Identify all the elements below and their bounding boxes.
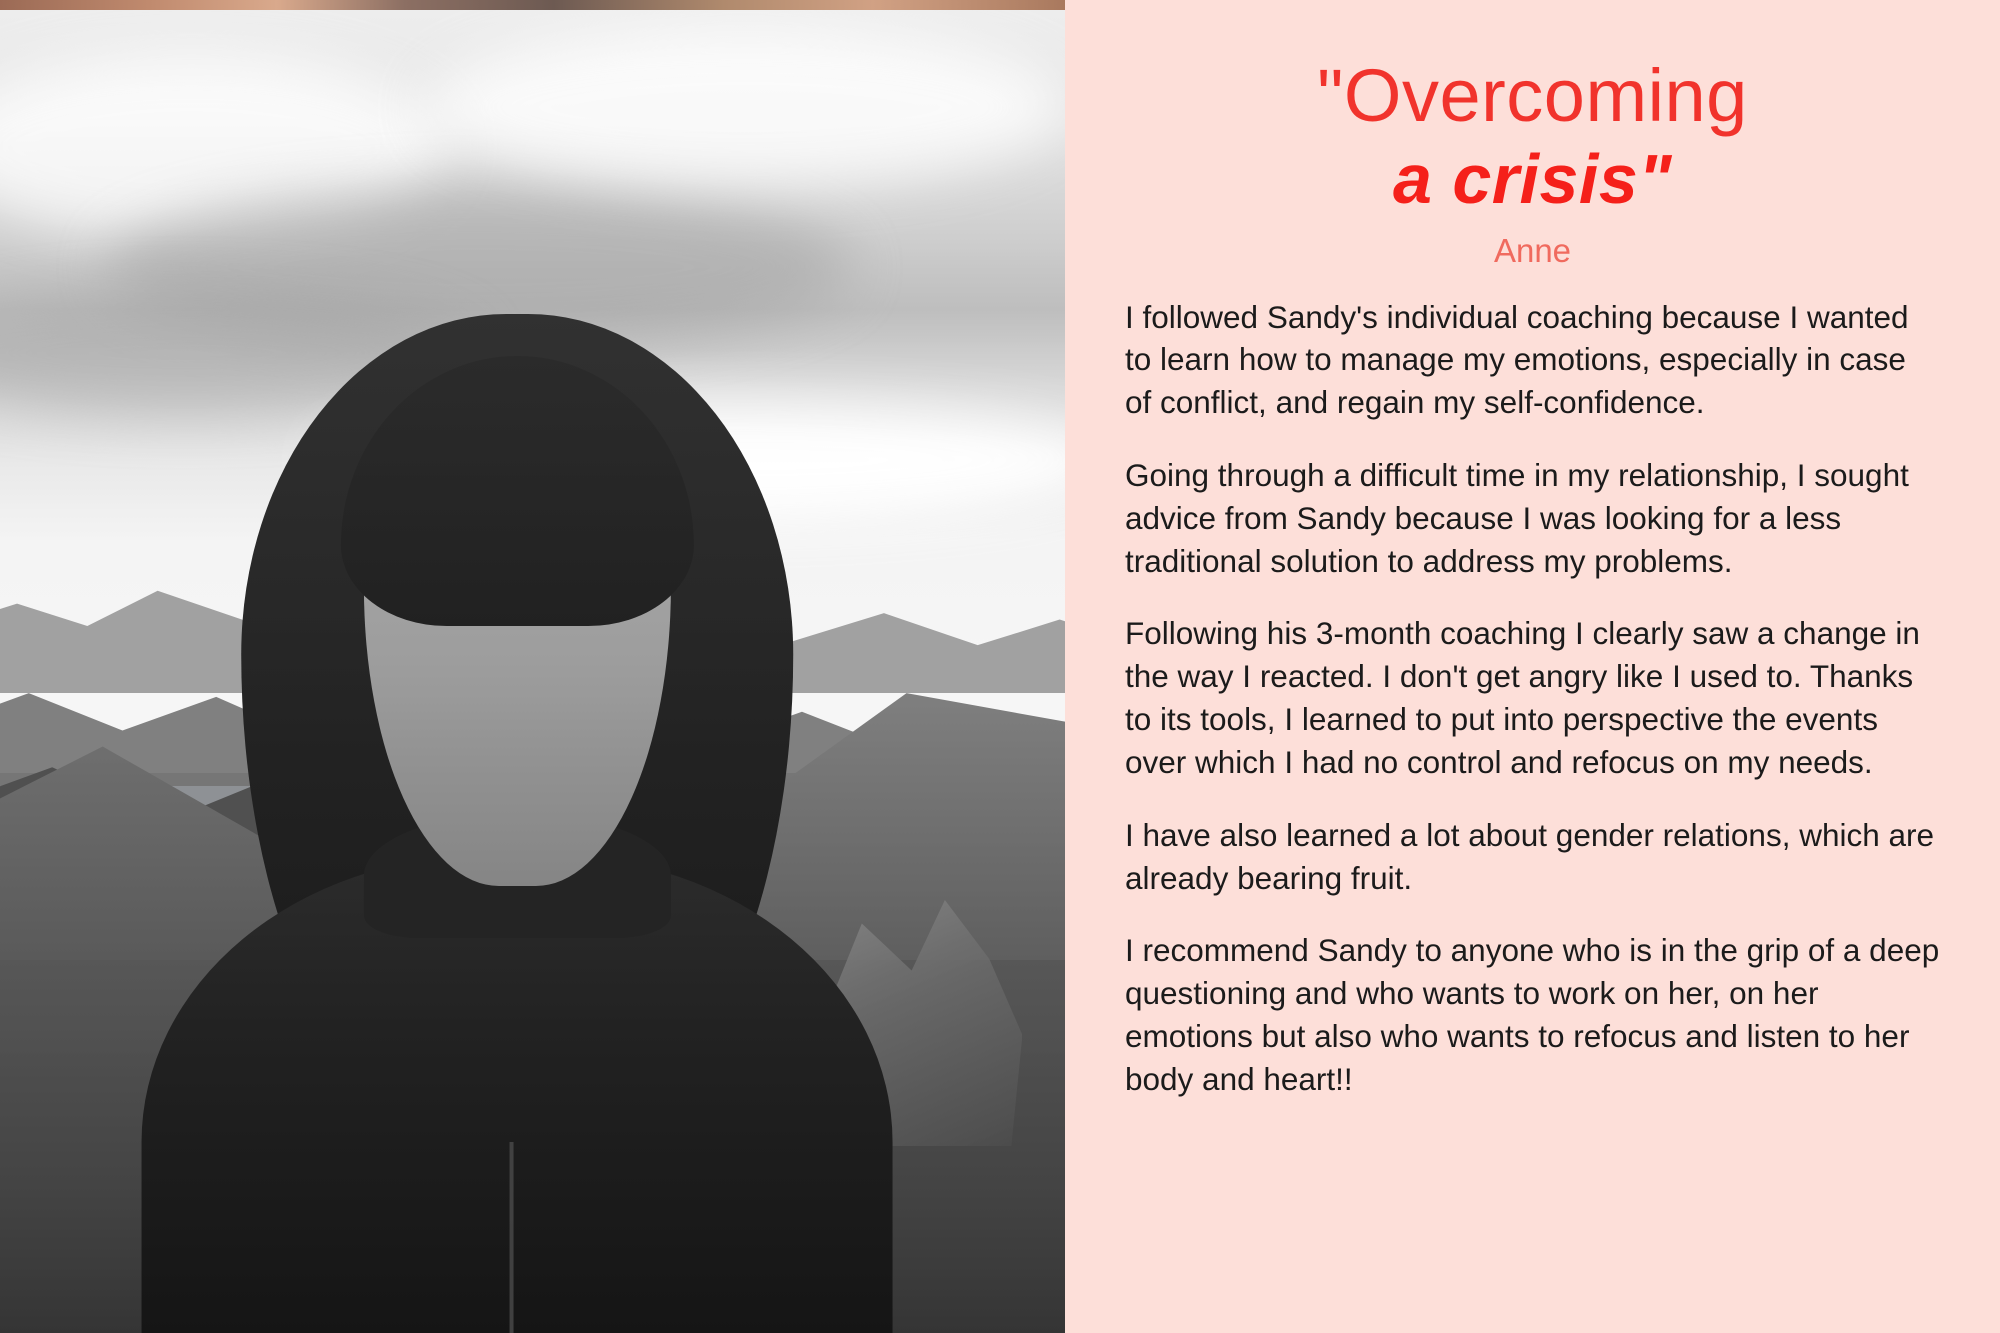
title-line-2: a crisis" xyxy=(1393,139,1672,218)
testimonial-text-pane xyxy=(1065,0,2000,1333)
paragraph: Following his 3-month coaching I clearly saw a change in the way I reacted. I don't get angry like I used to. Thanks to its tools, I learned to put into perspective the events over which I had no control and refocus on my needs. xyxy=(1125,615,1920,780)
paragraph: I have also learned a lot about gender relations, which are already bearing fruit. xyxy=(1125,816,1935,896)
page-title xyxy=(1125,56,1940,218)
woman-subject xyxy=(134,293,901,1333)
title-line-1: "Overcoming xyxy=(1317,54,1748,137)
paragraph: Going through a difficult time in my relationship, I sought advice from Sandy because I was looking for a less traditional solution to address my problems. xyxy=(1125,456,1909,579)
cloud-3 xyxy=(426,27,1065,187)
paragraph: I recommend Sandy to anyone who is in the grip of a deep questioning and who wants to work on her, on her emotions but also who wants to refocus and listen to her body and heart!! xyxy=(1125,932,1940,1097)
paragraph: I followed Sandy's individual coaching because I wanted to learn how to manage my emotions, especially in case of conflict, and regain my self-confidence. xyxy=(1125,298,1909,421)
author-name: Anne xyxy=(1493,231,1572,269)
testimonial-body xyxy=(1125,296,1940,1101)
photo-top-edge-strip xyxy=(0,0,1065,10)
jacket-zipper xyxy=(510,1142,514,1333)
